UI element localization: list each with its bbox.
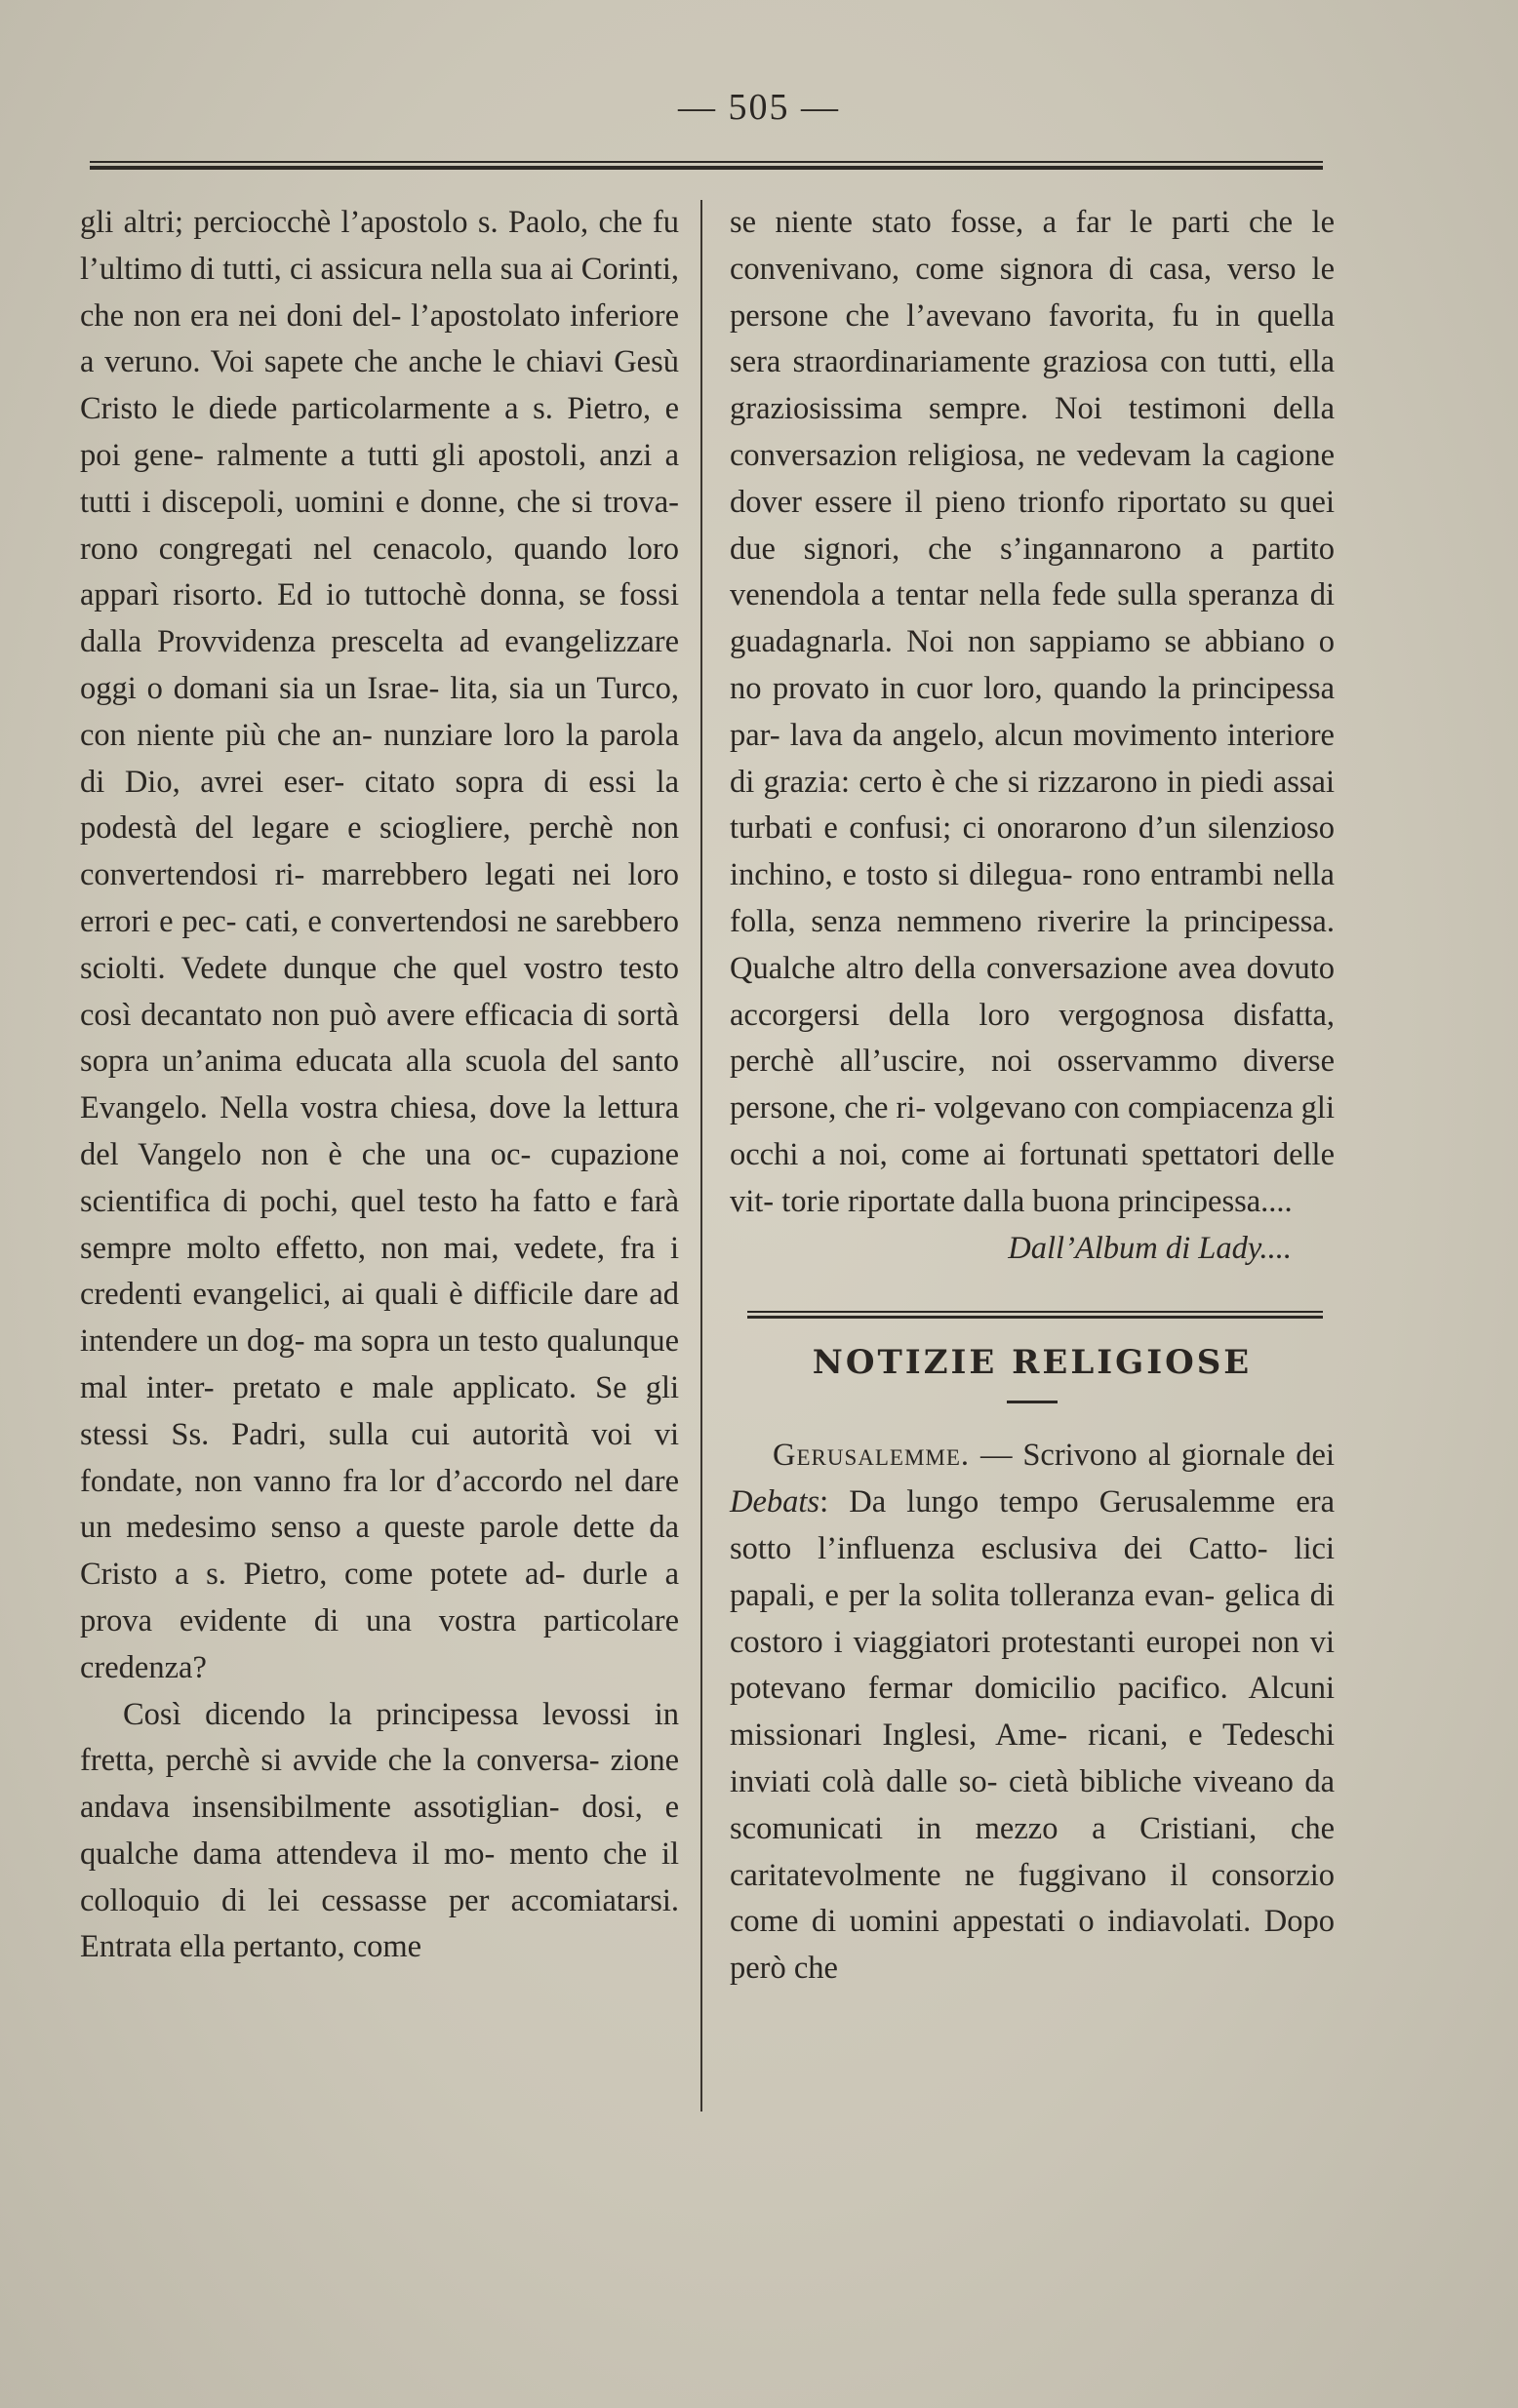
header-rule	[90, 161, 1323, 170]
news-journal: Debats	[730, 1484, 820, 1520]
news-text-a: — Scrivono al giornale dei	[970, 1438, 1335, 1474]
signature: Dall’Album di Lady....	[1008, 1230, 1292, 1266]
right-paragraph-1: se niente stato fosse, a far le parti che le convenivano, come signora di casa, verso le persone che l’avevano favorita, fu in quella sera straordinariamente graziosa con tutti, ella graziosissima sempre. Noi testimoni della conversazion religiosa, ne vedevam la cagione dover essere il pieno trionfo riportato su quei due signori, che s’ingannarono a partito venendola a tentar nella fede sulla speranza di guadagnarla. Noi non sappiamo se abbiano o no provato in cuor loro, quando la principessa par- lava da angelo, alcun movimento interiore di grazia: certo è che si rizzarono in piedi assai turbati e confusi; ci onorarono d’un silenzioso inchino, e tosto si dilegua- rono entrambi nella folla, senza nemmeno riverire la principessa. Qualche altro della conversazione avea dovuto accorgersi della loro vergognosa disfatta, perchè all’uscire, noi osservammo diverse persone, che ri- volgevano con compiacenza gli occhi a noi, come ai fortunati spettatori delle vit- torie riportate dalla buona principessa....	[730, 205, 1335, 1219]
left-column	[80, 200, 679, 1971]
section-rule	[747, 1311, 1323, 1319]
short-rule	[1007, 1401, 1058, 1403]
news-place: Gerusalemme.	[773, 1438, 971, 1474]
news-paragraph	[730, 1433, 1335, 1993]
news-text-b: : Da lungo tempo Gerusalemme era sotto l’influenza esclusiva dei Catto- lici papali, e per la solita tolleranza evan- gelica di costoro i viaggiatori protestanti europei non vi potevano fermar domicilio pacifico. Alcuni missionari Inglesi, Ame- ricani, e Tedeschi inviati colà dalle so- cietà bibliche viveano da scomunicati in mezzo a Cristiani, che caritatevolmente ne fuggivano il consorzio come di uomini appestati o indiavolati. Dopo però che	[730, 1484, 1335, 1987]
left-paragraph-1: gli altri; perciocchè l’apostolo s. Paolo, che fu l’ultimo di tutti, ci assicura nella sua ai Corinti, che non era nei doni del- l’apostolato inferiore a veruno. Voi sapete che anche le chiavi Gesù Cristo le diede particolarmente a s. Pietro, e poi gene- ralmente a tutti gli apostoli, anzi a tutti i discepoli, uomini e donne, che si trova- rono congregati nel cenacolo, quando loro apparì risorto. Ed io tuttochè donna, se fossi dalla Provvidenza prescelta ad evangelizzare oggi o domani sia un Israe- lita, sia un Turco, con niente più che an- nunziare loro la parola di Dio, avrei eser- citato sopra di essi la podestà del legare e sciogliere, perchè non convertendosi ri- marrebbero legati nei loro errori e pec- cati, e convertendosi ne sarebbero sciolti. Vedete dunque che quel vostro testo così decantato non può avere efficacia di sortà sopra un’anima educata alla scuola del santo Evangelo. Nella vostra chiesa, dove la lettura del Vangelo non è che una oc- cupazione scientifica di pochi, quel testo ha fatto e farà sempre molto effetto, non mai, vedete, fra i credenti evangelici, ai quali è difficile dare ad intendere un dog- ma sopra un testo qualunque mal inter- pretato e male applicato. Se gli stessi Ss. Padri, sulla cui autorità voi vi fondate, non vanno fra lor d’accordo nel dare un medesimo senso a queste parole dette da Cristo a s. Pietro, come potete ad- durle a prova evidente di una vostra particolare credenza?	[80, 205, 679, 1685]
column-divider	[700, 200, 702, 2112]
right-column	[730, 200, 1335, 1993]
section-title: NOTIZIE RELIGIOSE	[812, 1343, 1253, 1383]
left-paragraph-2: Così dicendo la principessa levossi in fretta, perchè si avvide che la conversa- zione andava insensibilmente assotiglian- dosi, e qualche dama attendeva il mo- mento che il colloquio di lei cessasse per accomiatarsi. Entrata ella pertanto, come	[80, 1696, 679, 1965]
page-number: — 505 —	[678, 87, 840, 128]
